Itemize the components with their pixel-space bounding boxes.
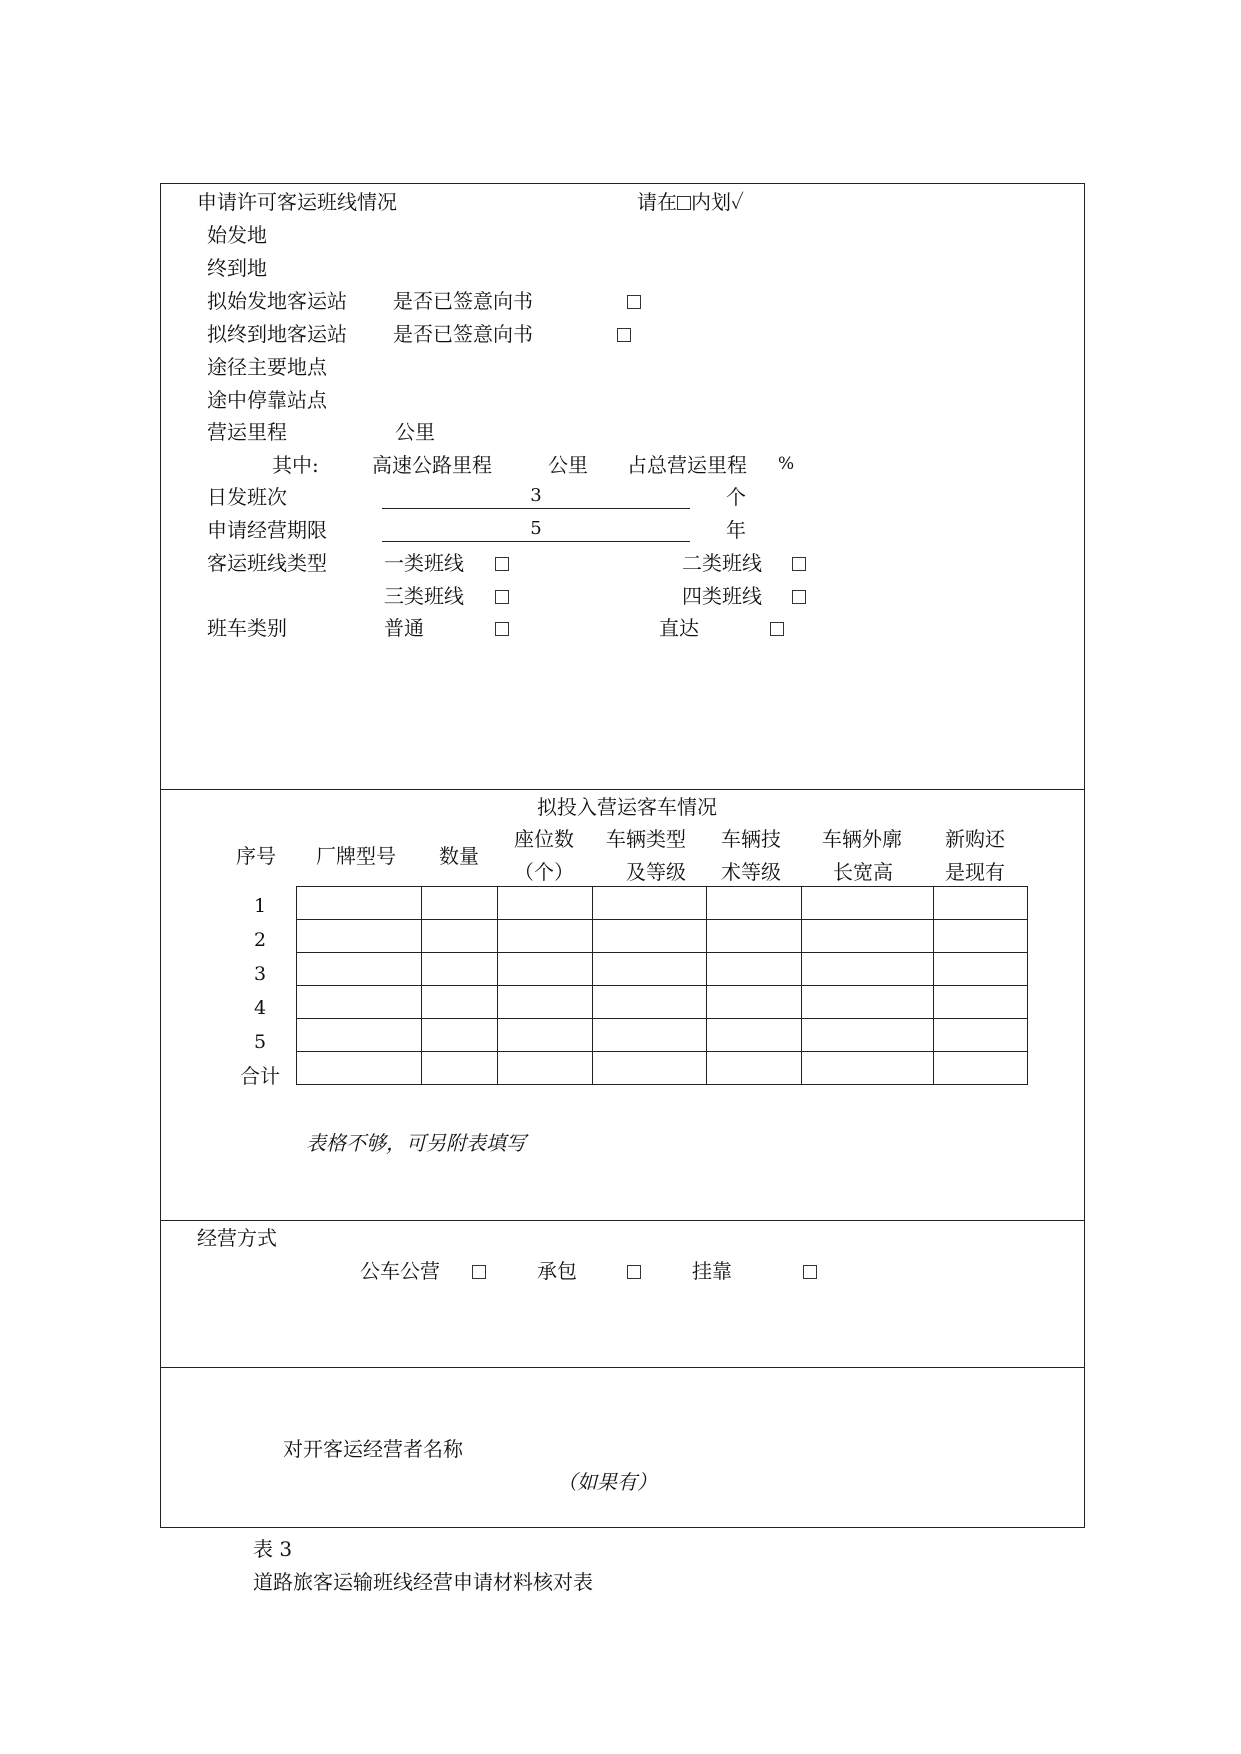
option-public-label: 公车公营 <box>360 1259 440 1283</box>
table-row <box>297 1019 1028 1052</box>
form-frame <box>160 183 1085 1528</box>
destination-station-label: 拟终到地客运站 <box>207 322 347 346</box>
header-dims: 车辆外廓 <box>822 827 902 851</box>
class1-checkbox[interactable] <box>495 553 509 573</box>
option-contract-label: 承包 <box>537 1259 577 1283</box>
section-title: 申请许可客运班线情况 <box>197 190 397 214</box>
header-dims-2: 长宽高 <box>833 860 893 884</box>
row-number: 2 <box>253 929 267 951</box>
table-cell[interactable] <box>498 1052 593 1085</box>
section-title: 经营方式 <box>197 1226 277 1250</box>
table-cell[interactable] <box>707 953 802 986</box>
table-cell[interactable] <box>802 953 934 986</box>
table-cell[interactable] <box>934 953 1028 986</box>
route-type-label: 客运班线类型 <box>207 551 327 575</box>
counterpart-note: （如果有） <box>557 1470 657 1494</box>
table-number: 表 3 <box>253 1537 293 1561</box>
table-cell[interactable] <box>593 986 707 1019</box>
table-cell[interactable] <box>934 986 1028 1019</box>
table-cell[interactable] <box>934 1019 1028 1052</box>
destination-signed-checkbox[interactable] <box>617 324 631 344</box>
table-cell[interactable] <box>593 920 707 953</box>
class3-label: 三类班线 <box>384 584 464 608</box>
table-cell[interactable] <box>297 887 422 920</box>
table-cell[interactable] <box>707 1052 802 1085</box>
ordinary-label: 普通 <box>384 616 424 640</box>
signed-label: 是否已签意向书 <box>393 322 533 346</box>
table-cell[interactable] <box>934 1052 1028 1085</box>
ordinary-checkbox[interactable] <box>495 618 509 638</box>
table-cell[interactable] <box>422 953 498 986</box>
option-affiliate-label: 挂靠 <box>692 1259 732 1283</box>
bus-type-label: 班车类别 <box>207 616 287 640</box>
table-cell[interactable] <box>498 1019 593 1052</box>
origin-station-label: 拟始发地客运站 <box>207 289 347 313</box>
destination-label: 终到地 <box>207 256 267 280</box>
table-cell[interactable] <box>707 986 802 1019</box>
percent-sign: % <box>778 454 795 474</box>
table-cell[interactable] <box>498 953 593 986</box>
header-qty: 数量 <box>439 844 479 868</box>
hint-text: 请在 内划✓ <box>637 190 744 214</box>
table-row <box>297 887 1028 920</box>
row-number: 4 <box>253 997 267 1019</box>
table-cell[interactable] <box>297 986 422 1019</box>
header-vtype-2: 及等级 <box>626 860 686 884</box>
underline <box>382 508 690 509</box>
vehicle-table <box>296 886 1028 1085</box>
counterpart-label: 对开客运经营者名称 <box>283 1437 463 1461</box>
term-label: 申请经营期限 <box>207 518 327 542</box>
row-total-label: 合计 <box>240 1064 280 1088</box>
table-cell[interactable] <box>422 1019 498 1052</box>
among-label: 其中: <box>272 453 319 477</box>
table-cell[interactable] <box>707 920 802 953</box>
section-divider <box>160 1367 1085 1368</box>
stops-label: 途中停靠站点 <box>207 388 327 412</box>
class4-label: 四类班线 <box>682 584 762 608</box>
origin-label: 始发地 <box>207 223 267 247</box>
underline <box>382 541 690 542</box>
table-cell[interactable] <box>297 953 422 986</box>
km-unit: 公里 <box>548 453 588 477</box>
section-title: 拟投入营运客车情况 <box>537 795 717 819</box>
daily-value[interactable]: 3 <box>530 485 542 506</box>
option-affiliate-checkbox[interactable] <box>803 1261 817 1281</box>
table-cell[interactable] <box>297 920 422 953</box>
table-cell[interactable] <box>593 953 707 986</box>
table-note: 表格不够，可另附表填写 <box>306 1131 526 1155</box>
option-public-checkbox[interactable] <box>472 1261 486 1281</box>
table-cell[interactable] <box>498 920 593 953</box>
section-divider <box>160 789 1085 790</box>
checkbox-icon <box>677 196 691 210</box>
mileage-label: 营运里程 <box>207 420 287 444</box>
class1-label: 一类班线 <box>384 551 464 575</box>
header-tech-2: 术等级 <box>721 860 781 884</box>
section-divider <box>160 1220 1085 1221</box>
page-caption: 道路旅客运输班线经营申请材料核对表 <box>253 1570 593 1594</box>
header-new-2: 是现有 <box>945 860 1005 884</box>
direct-label: 直达 <box>659 616 699 640</box>
table-cell[interactable] <box>802 986 934 1019</box>
signed-label: 是否已签意向书 <box>393 289 533 313</box>
header-seq: 序号 <box>236 844 276 868</box>
table-cell[interactable] <box>498 986 593 1019</box>
table-cell[interactable] <box>707 1019 802 1052</box>
table-row <box>297 920 1028 953</box>
table-cell[interactable] <box>498 887 593 920</box>
class3-checkbox[interactable] <box>495 586 509 606</box>
header-tech: 车辆技 <box>721 827 781 851</box>
table-row <box>297 986 1028 1019</box>
header-seats: 座位数 <box>514 827 574 851</box>
table-cell[interactable] <box>422 1052 498 1085</box>
km-unit: 公里 <box>395 420 435 444</box>
term-unit: 年 <box>726 518 746 542</box>
header-new: 新购还 <box>945 827 1005 851</box>
row-number: 5 <box>253 1031 267 1053</box>
direct-checkbox[interactable] <box>770 618 784 638</box>
table-cell[interactable] <box>422 986 498 1019</box>
header-seats-unit: （个） <box>514 860 574 884</box>
table-cell[interactable] <box>802 887 934 920</box>
class4-checkbox[interactable] <box>792 586 806 606</box>
origin-signed-checkbox[interactable] <box>627 291 641 311</box>
option-contract-checkbox[interactable] <box>627 1261 641 1281</box>
table-cell[interactable] <box>802 1052 934 1085</box>
via-label: 途径主要地点 <box>207 355 327 379</box>
class2-checkbox[interactable] <box>792 553 806 573</box>
table-cell[interactable] <box>934 887 1028 920</box>
daily-label: 日发班次 <box>207 485 287 509</box>
table-cell[interactable] <box>593 1052 707 1085</box>
table-row <box>297 1052 1028 1085</box>
table-cell[interactable] <box>297 1019 422 1052</box>
table-cell[interactable] <box>934 920 1028 953</box>
row-number: 1 <box>253 895 267 917</box>
table-cell[interactable] <box>422 887 498 920</box>
term-value[interactable]: 5 <box>530 518 542 539</box>
table-cell[interactable] <box>593 887 707 920</box>
row-number: 3 <box>253 963 267 985</box>
table-cell[interactable] <box>802 920 934 953</box>
daily-unit: 个 <box>726 485 746 509</box>
header-vtype: 车辆类型 <box>606 827 686 851</box>
highway-label: 高速公路里程 <box>372 453 492 477</box>
table-cell[interactable] <box>802 1019 934 1052</box>
table-cell[interactable] <box>593 1019 707 1052</box>
share-label: 占总营运里程 <box>627 453 747 477</box>
table-cell[interactable] <box>297 1052 422 1085</box>
table-cell[interactable] <box>707 887 802 920</box>
class2-label: 二类班线 <box>682 551 762 575</box>
header-brand: 厂牌型号 <box>316 844 396 868</box>
table-row <box>297 953 1028 986</box>
table-cell[interactable] <box>422 920 498 953</box>
